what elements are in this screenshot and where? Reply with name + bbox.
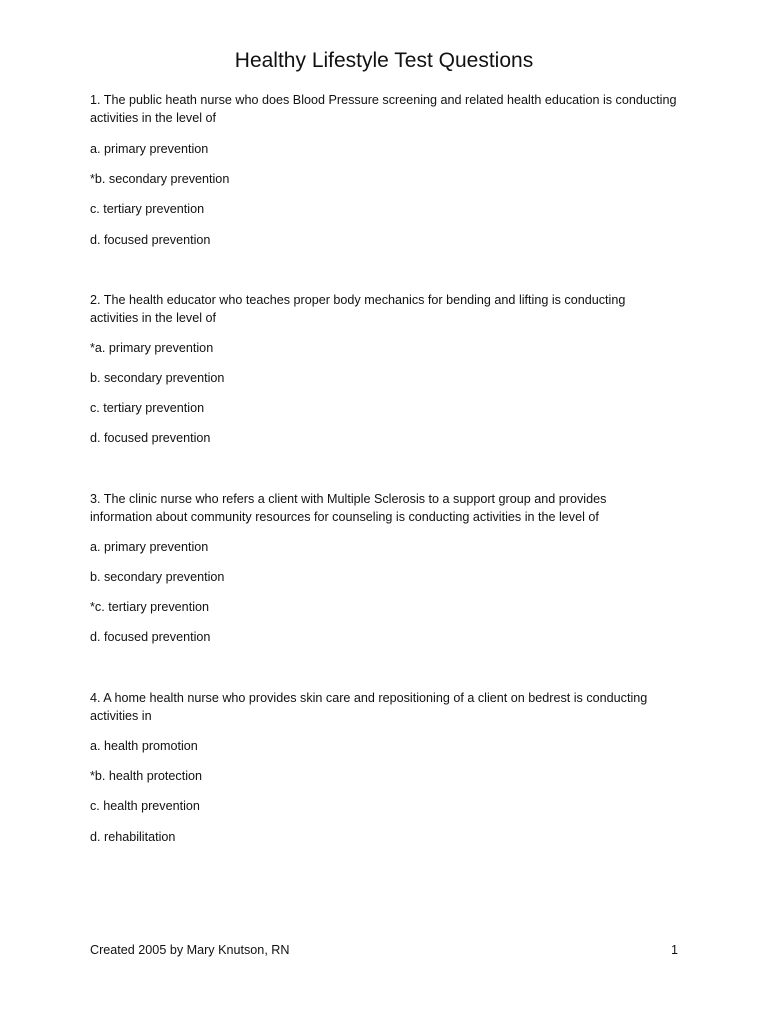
question-2-stem-line-2: activities in the level of [90,311,216,325]
question-2-option-c: c. tertiary prevention [90,401,205,415]
question-2-option-d: d. focused prevention [90,431,211,445]
question-2-option-a: *a. primary prevention [90,341,214,355]
question-1-option-b: *b. secondary prevention [90,172,230,186]
question-1-stem-line-1: 1. The public heath nurse who does Blood Pressure screening and related health education is conducting [90,93,677,107]
question-1-stem-line-2: activities in the level of [90,111,216,125]
question-3-option-d: d. focused prevention [90,630,211,644]
question-3-stem-line-2: information about community resources for counseling is conducting activities in the level of [90,510,599,524]
question-4-option-d: d. rehabilitation [90,830,176,844]
question-4-option-c: c. health prevention [90,799,200,813]
question-4-stem-line-2: activities in [90,709,152,723]
question-4-stem-line-1: 4. A home health nurse who provides skin care and repositioning of a client on bedrest is conducting [90,691,648,705]
question-1-option-a: a. primary prevention [90,142,209,156]
question-1-option-c: c. tertiary prevention [90,202,205,216]
question-1-option-d: d. focused prevention [90,233,211,247]
question-3-option-c: *c. tertiary prevention [90,600,209,614]
question-2-stem-line-1: 2. The health educator who teaches proper body mechanics for bending and lifting is conducting [90,293,626,307]
footer-credit: Created 2005 by Mary Knutson, RN [90,943,290,957]
question-3-option-b: b. secondary prevention [90,570,225,584]
page-number: 1 [670,943,678,957]
page-title: Healthy Lifestyle Test Questions [234,49,534,72]
question-3-stem-line-1: 3. The clinic nurse who refers a client with Multiple Sclerosis to a support group and provides [90,492,607,506]
question-2-option-b: b. secondary prevention [90,371,225,385]
question-4-option-b: *b. health protection [90,769,203,783]
question-3-option-a: a. primary prevention [90,540,209,554]
question-4-option-a: a. health promotion [90,739,198,753]
